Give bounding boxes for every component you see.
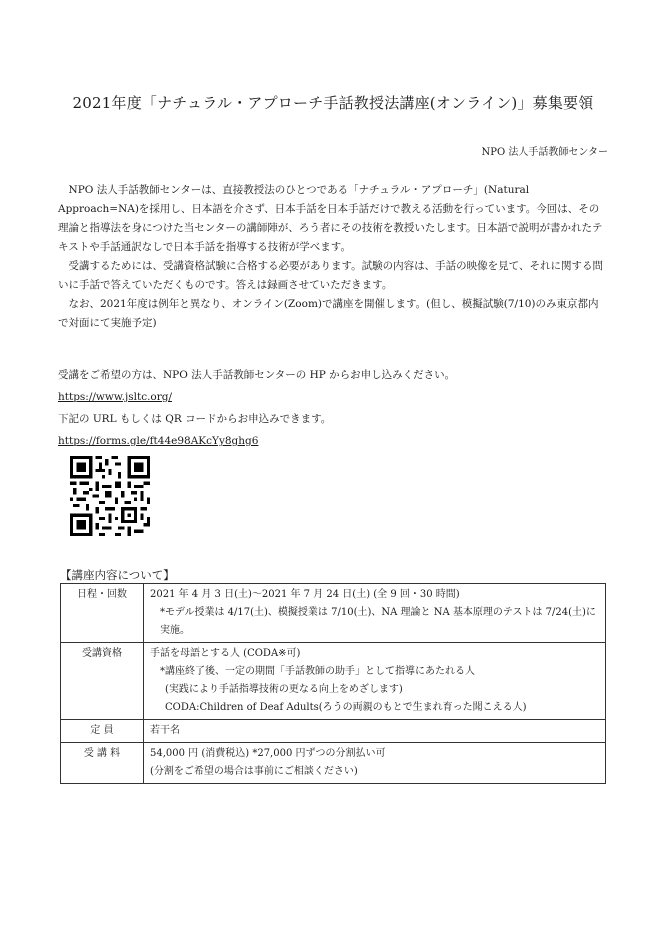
course-info-table: [60, 583, 606, 784]
qr-code-icon[interactable]: [70, 456, 150, 536]
intro-paragraph: NPO 法人手話教師センターは、直接教授法のひとつである「ナチュラル・アプローチ」(Natural Approach=NA)を採用し、日本語を介さず、日本手話を日本手話だけで教える活動を行っています。今回は、その理論と指導法を身につけた当センターの講師陣が、ろう者にその技術を教授いたします。日本語で説明が書かれたテキストや手話通訳なしで日本手話を指導する技術が学べます。: [58, 184, 603, 253]
schedule-label: 日程・回数: [61, 584, 144, 643]
fee-label: 受 講 料: [61, 743, 144, 784]
intro-paragraph: なお、2021年度は例年と異なり、オンライン(Zoom)で講座を開催します。(但し、模擬試験(7/10)のみ東京都内で対面にて実施予定): [58, 298, 599, 329]
table-row: [61, 584, 606, 643]
intro-paragraph: 受講するためには、受講資格試験に合格する必要があります。試験の内容は、手話の映像を見て、それに関する問いに手話で答えていただくものです。答えは録画させていただきます。: [58, 260, 603, 291]
capacity-value: 若干名: [144, 720, 606, 743]
organization-name: NPO 法人手話教師センター: [481, 147, 608, 158]
fee-cell: [144, 743, 606, 784]
table-row: [61, 720, 606, 743]
page-title: 2021年度「ナチュラル・アプローチ手話教授法講座(オンライン)」募集要領: [72, 94, 594, 112]
qualification-main: 手話を母語とする人 (CODA※可): [150, 648, 301, 659]
schedule-note: *モデル授業は 4/17(土)、模擬授業は 7/10(土)、NA 理論と NA 基本原理のテストは 7/24(土)に実施。: [160, 607, 596, 636]
apply-note: 下記の URL もしくは QR コードからお申込みできます。: [58, 413, 332, 425]
qualification-note: (実践により手話指導技術の更なる向上をめざします): [165, 684, 403, 695]
form-link[interactable]: https://forms.gle/ft44e98AKcYy8ghg6: [58, 435, 259, 447]
qualification-label: 受講資格: [61, 643, 144, 720]
qualification-note: CODA:Children of Deaf Adults(ろうの両親のもとで生まれ育った聞こえる人): [165, 702, 527, 713]
application-section: [58, 364, 606, 452]
qualification-note: *講座終了後、一定の期間「手話教師の助手」として指導にあたれる人: [160, 666, 475, 677]
schedule-main: 2021 年 4 月 3 日(土)〜2021 年 7 月 24 日(土) (全 9 回・30 時間): [150, 589, 460, 600]
apply-intro: 受講をご希望の方は、NPO 法人手話教師センターの HP からお申し込みください。: [58, 369, 456, 381]
fee-note: (分割をご希望の場合は事前にご相談ください): [150, 766, 358, 777]
website-link[interactable]: https://www.jsltc.org/: [58, 391, 173, 403]
intro-section: [58, 181, 606, 333]
table-row: [61, 643, 606, 720]
fee-main: 54,000 円 (消費税込) *27,000 円ずつの分割払い可: [150, 748, 386, 759]
section-title: 【講座内容について】: [60, 568, 175, 582]
capacity-label: 定 員: [61, 720, 144, 743]
qualification-cell: [144, 643, 606, 720]
table-row: [61, 743, 606, 784]
schedule-cell: [144, 584, 606, 643]
